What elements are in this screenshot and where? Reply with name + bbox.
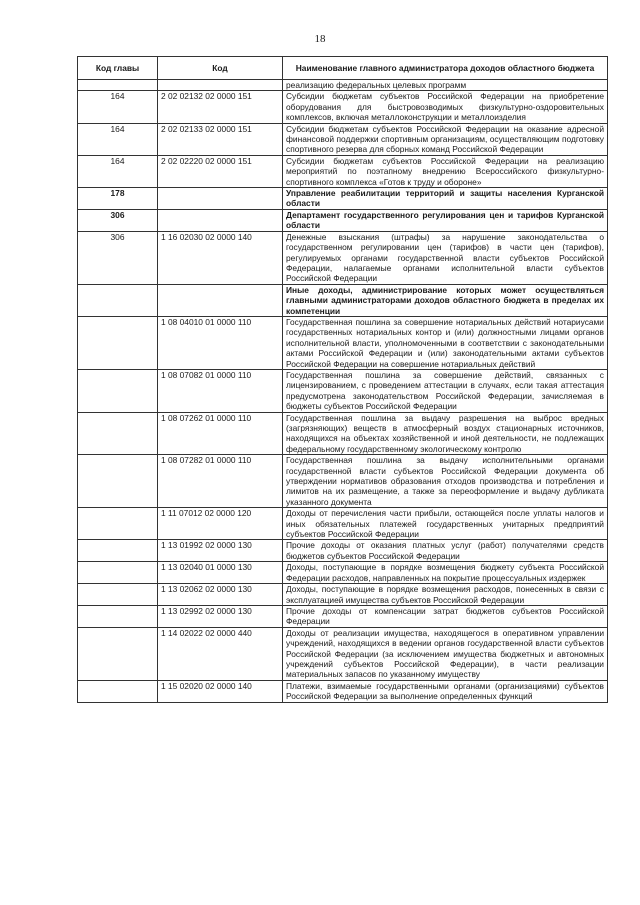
revenue-name-cell: Государственная пошлина за совершение нотариальных действий нотариусами государственных нотариальных контор и (или) должностными лицами органов исполнительной власти, уполномоченными в соответствии с законодательными актами Российской Федерации и (или) законодательными актами субъектов Российской Федерации на совершение нотариальных действий bbox=[283, 316, 608, 369]
revenue-name-cell: Субсидии бюджетам субъектов Российской Федерации на приобретение оборудования для быстровозводимых физкультурно-оздоровительных комплексов, включая металлоконструкции и металлоизделия bbox=[283, 91, 608, 123]
revenue-code-cell: 1 11 07012 02 0000 120 bbox=[158, 508, 283, 540]
chapter-code-cell bbox=[78, 412, 158, 455]
table-row bbox=[78, 209, 608, 231]
revenue-name-cell: Субсидии бюджетам субъектов Российской Федерации на оказание адресной финансовой поддержки спортивным организациям, осуществляющим подготовку спортивного резерва для сборных команд Российской Федерации bbox=[283, 123, 608, 155]
revenue-name-cell: Доходы, поступающие в порядке возмещения расходов, понесенных в связи с эксплуатацией имущества субъектов Российской Федерации bbox=[283, 584, 608, 606]
revenue-code-cell: 1 13 01992 02 0000 130 bbox=[158, 540, 283, 562]
chapter-code-cell bbox=[78, 627, 158, 680]
revenue-name-cell: Доходы, поступающие в порядке возмещения бюджету субъекта Российской Федерации расходов, направленных на покрытие процессуальных издержек bbox=[283, 562, 608, 584]
revenue-name-cell: Доходы от реализации имущества, находящегося в оперативном управлении учреждений, находящихся в ведении органов государственной власти субъектов Российской Федерации (за исключением имущества бюджетных и автономных учреждений субъектов Российской Федерации), в части реализации материальных запасов по указанному имуществу bbox=[283, 627, 608, 680]
revenue-code-cell: 1 13 02040 01 0000 130 bbox=[158, 562, 283, 584]
chapter-code-cell: 164 bbox=[78, 155, 158, 187]
table-row bbox=[78, 508, 608, 540]
chapter-code-cell: 178 bbox=[78, 188, 158, 210]
revenue-code-cell: 1 08 07262 01 0000 110 bbox=[158, 412, 283, 455]
table-row bbox=[78, 680, 608, 702]
chapter-code-cell bbox=[78, 316, 158, 369]
revenue-code-cell: 2 02 02132 02 0000 151 bbox=[158, 91, 283, 123]
table-row bbox=[78, 80, 608, 91]
table-row bbox=[78, 231, 608, 284]
table-header-row bbox=[78, 57, 608, 80]
revenue-name-cell: Денежные взыскания (штрафы) за нарушение законодательства о государственном регулировании цен (тарифов) в части цен (тарифов), регулируемых органами государственной власти субъектов Российской Федерации, налагаемые органами исполнительной власти субъектов Российской Федерации bbox=[283, 231, 608, 284]
chapter-code-cell: 164 bbox=[78, 123, 158, 155]
revenue-code-cell: 1 08 07282 01 0000 110 bbox=[158, 455, 283, 508]
revenue-code-cell: 2 02 02220 02 0000 151 bbox=[158, 155, 283, 187]
table-row bbox=[78, 455, 608, 508]
revenue-name-cell: Прочие доходы от оказания платных услуг (работ) получателями средств бюджетов субъектов Российской Федерации bbox=[283, 540, 608, 562]
chapter-code-cell bbox=[78, 284, 158, 316]
revenue-code-cell: 1 15 02020 02 0000 140 bbox=[158, 680, 283, 702]
revenue-name-cell: Государственная пошлина за совершение действий, связанных с лицензированием, с проведением аттестации в случаях, если такая аттестация предусмотрена законодательством Российской Федерации, зачисляемая в бюджеты субъектов Российской Федерации bbox=[283, 369, 608, 412]
revenue-code-cell: 1 08 04010 01 0000 110 bbox=[158, 316, 283, 369]
revenue-name-cell: Государственная пошлина за выдачу разрешения на выброс вредных (загрязняющих) веществ в атмосферный воздух стационарных источников, находящихся на объектах хозяйственной и иной деятельности, не подлежащих федеральному государственному экологическому контролю bbox=[283, 412, 608, 455]
table-row bbox=[78, 562, 608, 584]
table-row bbox=[78, 284, 608, 316]
table-row bbox=[78, 412, 608, 455]
chapter-code-cell bbox=[78, 455, 158, 508]
revenue-code-cell: 2 02 02133 02 0000 151 bbox=[158, 123, 283, 155]
revenue-name-cell: Прочие доходы от компенсации затрат бюджетов субъектов Российской Федерации bbox=[283, 605, 608, 627]
chapter-code-cell bbox=[78, 680, 158, 702]
revenue-name-cell: Платежи, взимаемые государственными органами (организациями) субъектов Российской Федерации за выполнение определенных функций bbox=[283, 680, 608, 702]
chapter-code-cell bbox=[78, 369, 158, 412]
revenue-code-cell bbox=[158, 188, 283, 210]
revenue-code-cell: 1 14 02022 02 0000 440 bbox=[158, 627, 283, 680]
revenue-name-cell: Государственная пошлина за выдачу исполнительными органами государственной власти субъектов Российской Федерации документа об утверждении нормативов образования отходов производства и потребления и лимитов на их размещение, а также за переоформление и выдачу дубликата указанного документа bbox=[283, 455, 608, 508]
chapter-code-cell: 164 bbox=[78, 91, 158, 123]
revenue-code-cell: 1 13 02992 02 0000 130 bbox=[158, 605, 283, 627]
table-body bbox=[78, 80, 608, 703]
table-row bbox=[78, 605, 608, 627]
table-row bbox=[78, 316, 608, 369]
chapter-code-cell bbox=[78, 540, 158, 562]
chapter-code-cell bbox=[78, 562, 158, 584]
table-row bbox=[78, 188, 608, 210]
table-row bbox=[78, 540, 608, 562]
table-row bbox=[78, 123, 608, 155]
header-code: Код bbox=[158, 57, 283, 80]
revenue-code-cell bbox=[158, 284, 283, 316]
revenue-name-cell: Иные доходы, администрирование которых может осуществляться главными администраторами доходов областного бюджета в пределах их компетенции bbox=[283, 284, 608, 316]
chapter-code-cell: 306 bbox=[78, 231, 158, 284]
revenue-administrators-table bbox=[77, 56, 608, 703]
table-row bbox=[78, 155, 608, 187]
chapter-code-cell bbox=[78, 508, 158, 540]
revenue-name-cell: Управление реабилитации территорий и защиты населения Курганской области bbox=[283, 188, 608, 210]
revenue-code-cell: 1 08 07082 01 0000 110 bbox=[158, 369, 283, 412]
revenue-name-cell: реализацию федеральных целевых программ bbox=[283, 80, 608, 91]
header-administrator-name: Наименование главного администратора доходов областного бюджета bbox=[283, 57, 608, 80]
table-row bbox=[78, 91, 608, 123]
chapter-code-cell bbox=[78, 605, 158, 627]
chapter-code-cell: 306 bbox=[78, 209, 158, 231]
table-row bbox=[78, 627, 608, 680]
page-number: 18 bbox=[314, 33, 326, 45]
table-row bbox=[78, 584, 608, 606]
revenue-name-cell: Субсидии бюджетам субъектов Российской Федерации на реализацию мероприятий по поэтапному внедрению Всероссийского физкультурно-спортивного комплекса «Готов к труду и обороне» bbox=[283, 155, 608, 187]
table-row bbox=[78, 369, 608, 412]
revenue-code-cell bbox=[158, 80, 283, 91]
revenue-name-cell: Доходы от перечисления части прибыли, остающейся после уплаты налогов и иных обязательных платежей государственных унитарных предприятий субъектов Российской Федерации bbox=[283, 508, 608, 540]
revenue-code-cell: 1 16 02030 02 0000 140 bbox=[158, 231, 283, 284]
revenue-name-cell: Департамент государственного регулирования цен и тарифов Курганской области bbox=[283, 209, 608, 231]
chapter-code-cell bbox=[78, 80, 158, 91]
header-chapter-code: Код главы bbox=[78, 57, 158, 80]
revenue-code-cell: 1 13 02062 02 0000 130 bbox=[158, 584, 283, 606]
revenue-code-cell bbox=[158, 209, 283, 231]
chapter-code-cell bbox=[78, 584, 158, 606]
